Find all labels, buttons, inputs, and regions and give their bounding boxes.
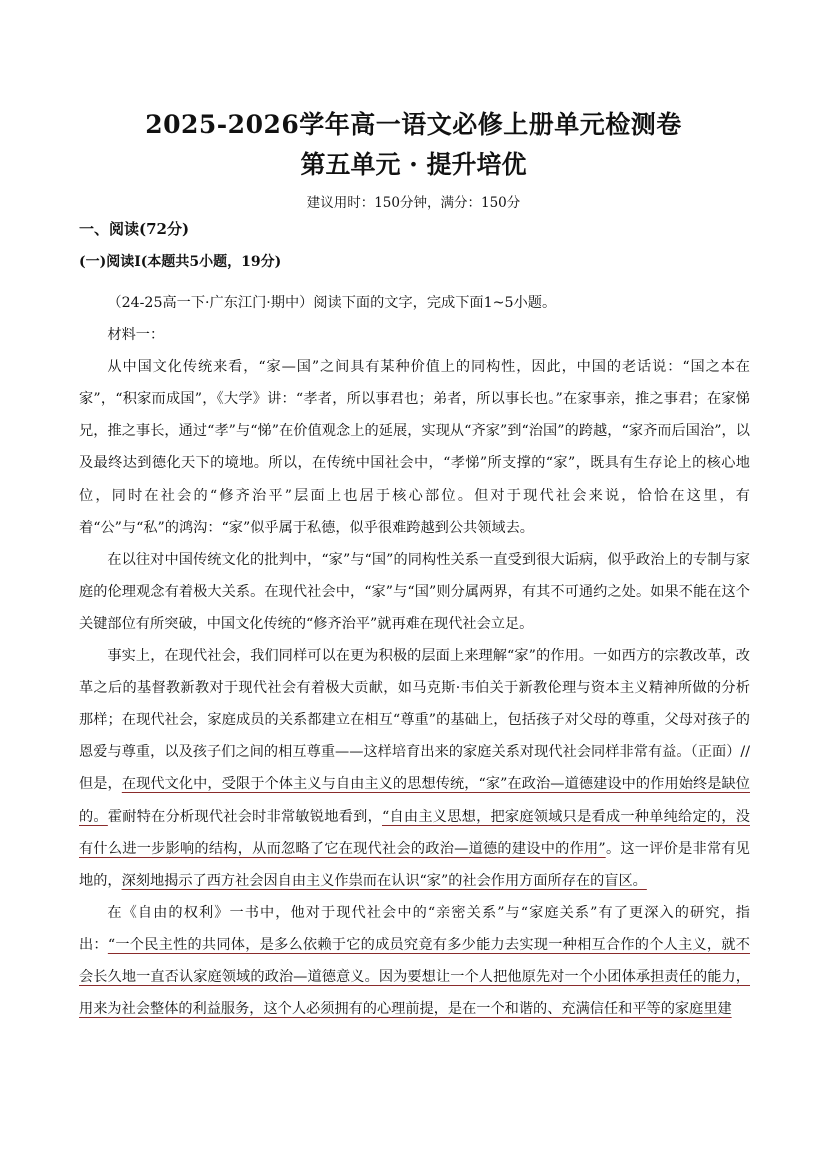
paragraph-3-text-c: 。这一评价是非常有见地的， [79, 840, 750, 889]
paragraph-1: 从中国文化传统来看，“家—国”之间具有某种价值上的同构性，因此，中国的老话说：“国之本在家”，“积家而成国”，《大学》讲：“孝者，所以事君也；弟者，所以事长也。”在家事亲，推之事君；在家悌兄，推之事长，通过“孝”与“悌”在价值观念上的延展，实现从“齐家”到“治国”的跨越，“家齐而后国治”，以及最终达到德化天下的境地。所以，在传统中国社会中，“孝悌”所支撑的“家”，既具有生存论上的核心地位，同时在社会的“修齐治平”层面上也居于核心部位。但对于现代社会来说，恰恰在这里，有着“公”与“私”的鸿沟：“家”似乎属于私德，似乎很难跨越到公共领域去。 [79, 359, 750, 536]
underlined-sentence-1: 在现代文化中，受限于个体主义与自由主义的思想传统，“家”在政治—道德建设中的作用始终是缺位的。 [79, 776, 750, 825]
paragraph-3-text-a: 事实上，在现代社会，我们同样可以在更为积极的层面上来理解“家”的作用。一如西方的宗教改革，改革之后的基督教新教对于现代社会有着极大贡献，如马克斯·韦伯关于新教伦理与资本主义精神所做的分析那样；在现代社会，家庭成员的关系都建立在相互“尊重”的基础上，包括孩子对父母的尊重，父母对孩子的恩爱与尊重，以及孩子们之间的相互尊重——这样培育出来的家庭关系对现代社会同样非常有益。（正面）//但是， [79, 648, 750, 793]
exam-title: 2025-2026学年高一语文必修上册单元检测卷 [145, 110, 682, 139]
underlined-sentence-2: 深刻地揭示了西方社会因自由主义作祟而在认识“家”的社会作用方面所存在的盲区。 [121, 872, 647, 889]
subsection-heading-reading-1: (一)阅读Ⅰ(本题共5小题，19分) [79, 254, 282, 270]
paragraph-2: 在以往对中国传统文化的批判中，“家”与“国”的同构性关系一直受到很大诟病，似乎政治上的专制与家庭的伦理观念有着极大关系。在现代社会中，“家”与“国”则分属两界，有其不可通约之处。如果不能在这个关键部位有所突破，中国文化传统的“修齐治平”就再难在现代社会立足。 [79, 551, 750, 632]
passage-intro: （24-25高一下·广东江门·期中）阅读下面的文字，完成下面1~5小题。 [107, 295, 557, 311]
paragraph-4 [79, 897, 750, 1025]
passage-body [79, 287, 750, 1025]
underlined-quote-freedom-rights: “一个民主性的共同体，是多么依赖于它的成员究竟有多少能力去实现一种相互合作的个人主义，就不会长久地一直否认家庭领域的政治—道德意义。因为要想让一个人把他原先对一个小团体承担责任的能力，用来为社会整体的利益服务，这个人必须拥有的心理前提，是在一个和谐的、充满信任和平等的家庭里建 [79, 936, 750, 1018]
exam-meta: 建议用时：150分钟，满分：150分 [306, 195, 521, 211]
underlined-quote-honneth: “自由主义思想，把家庭领域只是看成一种单纯给定的，没有什么进一步影响的结构，从而忽略了它在现代社会的政治—道德的建设中的作用” [79, 808, 750, 857]
paragraph-3-text-b: 霍耐特在分析现代社会时非常敏锐地看到， [107, 808, 382, 825]
section-heading-reading: 一、阅读(72分) [79, 220, 190, 238]
paragraph-4-text-a: 在《自由的权利》一书中，他对于现代社会中的“亲密关系”与“家庭关系”有了更深入的研究，指出： [79, 904, 750, 953]
material-label: 材料一： [107, 327, 165, 344]
exam-subtitle: 第五单元 · 提升培优 [300, 150, 527, 179]
paragraph-3 [79, 640, 750, 897]
